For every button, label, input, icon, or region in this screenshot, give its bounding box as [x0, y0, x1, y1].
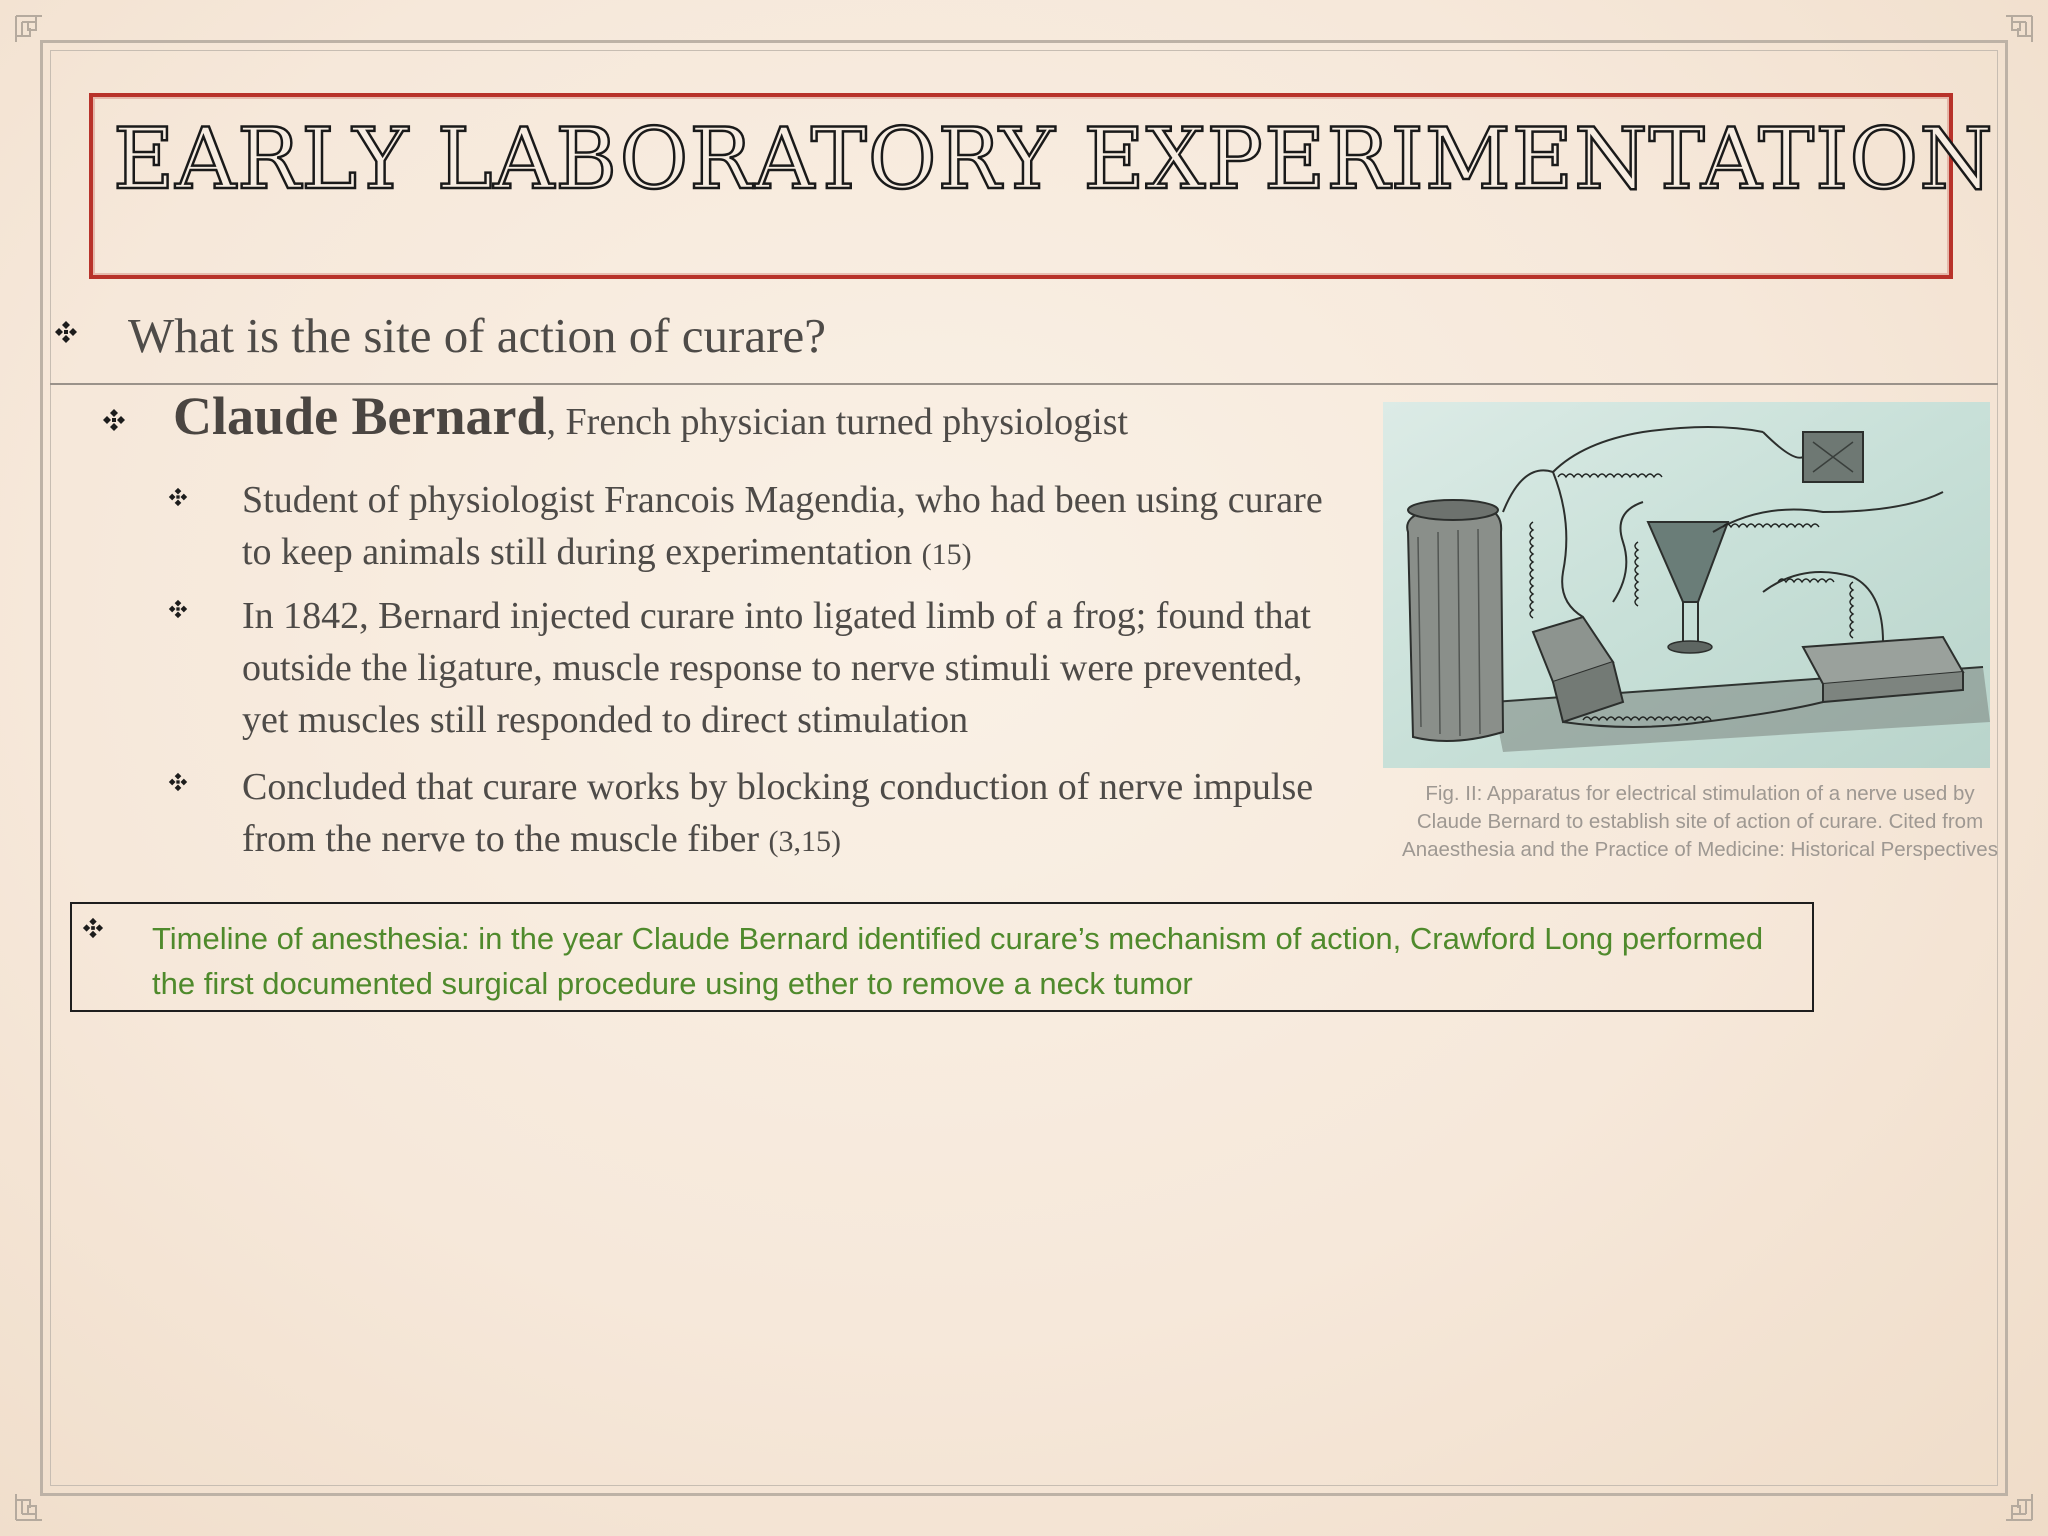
filigree-corner-icon — [12, 1472, 64, 1524]
slide-question: What is the site of action of curare? — [128, 308, 826, 363]
topic-description: , French physician turned physiologist — [546, 401, 1129, 443]
point-citation: (3,15) — [768, 825, 842, 858]
ornamental-diamond-icon — [54, 320, 78, 344]
slide-title: EARLY LABORATORY EXPERIMENTATION — [113, 110, 1994, 208]
ornamental-diamond-icon — [102, 408, 126, 432]
list-item — [242, 590, 1352, 749]
title-box — [89, 93, 1994, 279]
ornamental-diamond-icon — [168, 599, 188, 619]
apparatus-figure — [1383, 402, 1990, 768]
list-item — [242, 474, 1352, 581]
timeline-note-box — [70, 902, 1814, 1012]
ornamental-diamond-icon — [82, 917, 104, 939]
ornamental-diamond-icon — [168, 772, 188, 792]
filigree-corner-icon — [1984, 1472, 2036, 1524]
point-text: Concluded that curare works by blocking conduction of nerve impulse from the nerve to the muscle fiber — [242, 766, 1314, 860]
figure-caption: Fig. II: Apparatus for electrical stimulation of a nerve used by Claude Bernard to establish site of action of curare. Cited from Anaesthesia and the Practice of Medicine: Historical Perspectives — [1402, 782, 1998, 861]
point-text: In 1842, Bernard injected curare into ligated limb of a frog; found that outside the ligature, muscle response to nerve stimuli were prevented, yet muscles still responded to direct stimulation — [242, 595, 1311, 741]
topic-heading — [173, 385, 1128, 447]
filigree-corner-icon — [1984, 12, 2036, 64]
timeline-note: Timeline of anesthesia: in the year Claude Bernard identified curare’s mechanism of action, Crawford Long performed the first documented surgical procedure using ether to remove a neck tumor — [152, 921, 1764, 1001]
topic-name: Claude Bernard — [173, 386, 547, 446]
list-item — [242, 761, 1352, 868]
filigree-corner-icon — [12, 12, 64, 64]
point-citation: (15) — [921, 538, 972, 571]
point-text: Student of physiologist Francois Magendia, who had been using curare to keep animals still during experimentation — [242, 479, 1323, 573]
ornamental-diamond-icon — [168, 487, 188, 507]
